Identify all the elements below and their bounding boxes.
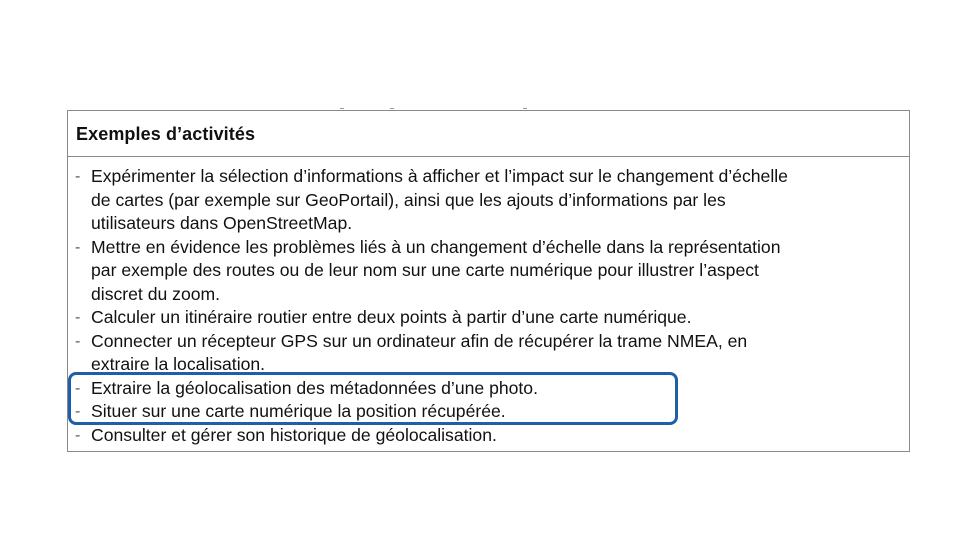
cropped-text-fragment (523, 103, 527, 109)
cropped-text-fragment (340, 103, 344, 109)
list-dash: - (75, 426, 81, 444)
highlight-annotation-box (68, 372, 678, 425)
list-dash: - (75, 238, 81, 256)
activity-text: Consulter et gérer son historique de géolocalisation. (91, 424, 497, 445)
list-dash: - (75, 403, 81, 420)
activity-text: Situer sur une carte numérique la position récupérée. (91, 401, 506, 421)
activity-text: Mettre en évidence les problèmes liés à un changement d’échelle dans la représentation par exemple des routes ou de leur nom sur une carte numérique pour illustrer l’aspect discret du zoom. (91, 236, 781, 304)
list-dash: - (75, 309, 81, 326)
list-dash: - (75, 168, 81, 185)
table-top-border (68, 110, 909, 111)
table-header-cell (68, 113, 909, 157)
table-header-title: Exemples d’activités (76, 124, 256, 144)
list-dash: - (75, 379, 81, 397)
activity-text: Extraire la géolocalisation des métadonnées d’une photo. (91, 377, 538, 398)
list-dash: - (75, 332, 81, 350)
activity-text: Connecter un récepteur GPS sur un ordinateur afin de récupérer la trame NMEA, en extraire la localisation. (91, 330, 748, 374)
activity-text: Calculer un itinéraire routier entre deux points à partir d’une carte numérique. (91, 307, 692, 327)
cropped-text-fragment (390, 103, 394, 109)
activity-text: Expérimenter la sélection d’informations à afficher et l’impact sur le changement d’échelle de cartes (par exemple sur GeoPortail), ainsi que les ajouts d’informations par les utilisateurs dans OpenStreetMap. (91, 166, 788, 233)
